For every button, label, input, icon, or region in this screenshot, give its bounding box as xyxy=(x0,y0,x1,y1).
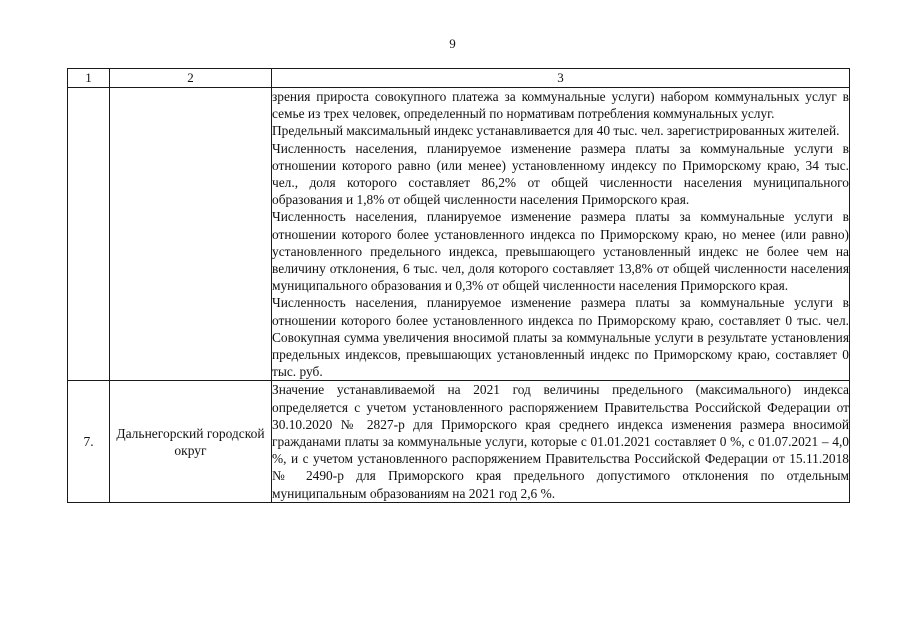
description-paragraph: Численность населения, планируемое изменение размера платы за коммунальные услуги в отношении которого более установленного индекса по Приморскому краю, но менее (или равно) установленного предельного индекса, превышающего установленный индекс не более чем на величину отклонения, 6 тыс. чел, доля которого составляет 13,8% от общей численности населения муниципального образования и 0,3% от общей численности населения Приморского края. xyxy=(272,209,849,294)
description-paragraph: Численность населения, планируемое изменение размера платы за коммунальные услуги в отношении которого равно (или менее) установленному индексу по Приморскому краю, 34 тыс. чел., доля которого составляет 86,2% от общей численности населения муниципального образования и 1,8% от общей численности населения Приморского края. xyxy=(272,140,849,208)
row-number-cell xyxy=(68,88,110,381)
page-number: 9 xyxy=(449,36,456,51)
description-cell xyxy=(272,88,850,381)
description-paragraph: Численность населения, планируемое изменение размера платы за коммунальные услуги в отношении которого более установленного индекса по Приморскому краю, составляет 0 тыс. чел. Совокупная сумма увеличения вносимой платы за коммунальные услуги в результате установления предельных индексов, превышающих установленный индекс по Приморскому краю, составляет 0 тыс. руб. xyxy=(272,295,849,380)
description-paragraph: зрения прироста совокупного платежа за коммунальные услуги) набором коммунальных услуг в семье из трех человек, определенный по нормативам потребления коммунальных услуг. xyxy=(272,89,849,122)
table-row xyxy=(68,88,850,381)
row-number-cell: 7. xyxy=(68,381,110,502)
description-paragraph: Предельный максимальный индекс устанавливается для 40 тыс. чел. зарегистрированных жителей. xyxy=(272,123,840,139)
description-cell xyxy=(272,381,850,502)
description-paragraph: Значение устанавливаемой на 2021 год величины предельного (максимального) индекса определяется с учетом установленного распоряжением Правительства Российской Федерации от 30.10.2020 № 2827-р для Приморского края среднего индекса изменения размера вносимой гражданами платы за коммунальные услуги, которые с 01.01.2021 составляет 0 %, с 01.07.2021 – 4,0 %, и с учетом установленного распоряжением Правительства Российской Федерации от 15.11.2018 № 2490-р для Приморского края предельного допустимого отклонения по отдельным муниципальным образованиям на 2021 год 2,6 %. xyxy=(272,382,849,501)
column-header-3: 3 xyxy=(272,69,850,88)
column-header-1: 1 xyxy=(68,69,110,88)
document-table xyxy=(67,68,850,503)
municipality-cell: Дальнегорский городской округ xyxy=(110,381,272,502)
table-header-row xyxy=(68,69,850,88)
table-row xyxy=(68,381,850,502)
municipality-cell xyxy=(110,88,272,381)
column-header-2: 2 xyxy=(110,69,272,88)
